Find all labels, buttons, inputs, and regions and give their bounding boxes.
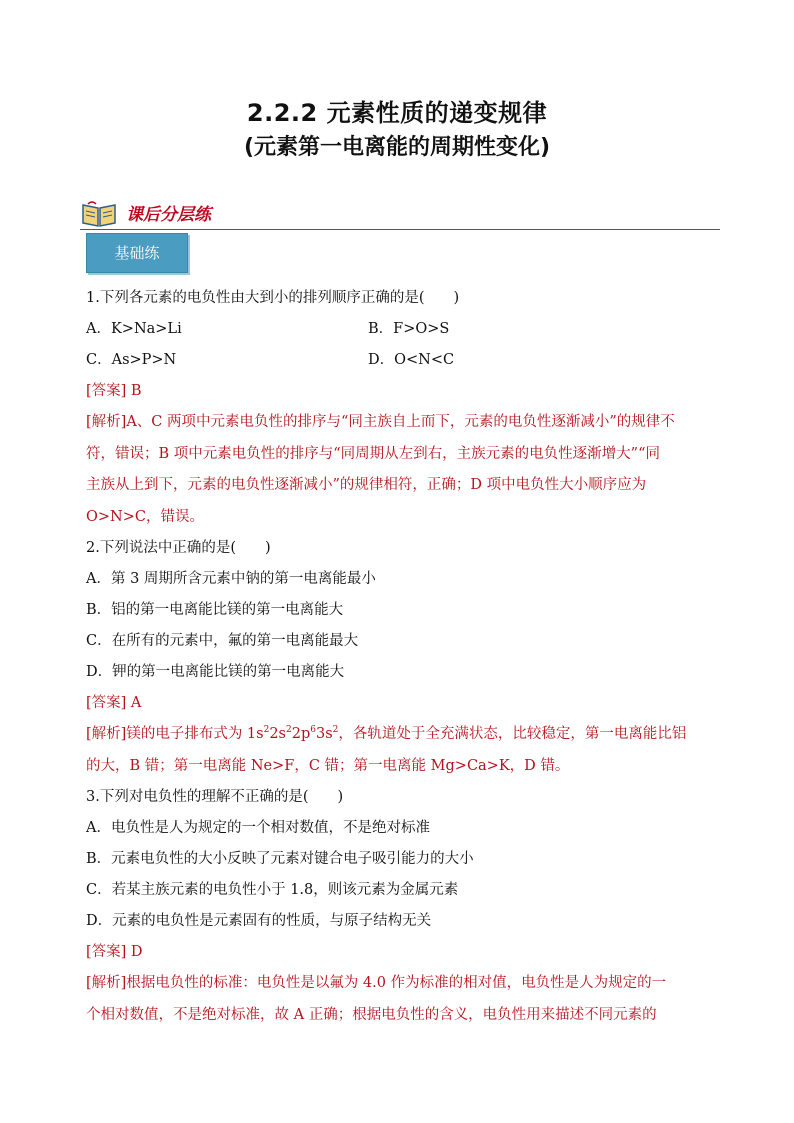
option-a: A．电负性是人为规定的一个相对数值，不是绝对标准	[86, 820, 430, 836]
analysis-line: [解析]A、C 两项中元素电负性的排序与“同主族自上而下，元素的电负性逐渐减小”的规律不	[86, 414, 675, 430]
analysis-line: [解析]根据电负性的标准：电负性是以氟为 4.0 作为标准的相对值，电负性是人为规定的一	[86, 975, 667, 991]
analysis-line: 符，错误；B 项中元素电负性的排序与“同周期从左到右，主族元素的电负性逐渐增大”“同	[86, 445, 660, 462]
page-title: 2.2.2 元素性质的递变规律	[246, 99, 548, 127]
option-b: B．F>O>S	[368, 321, 450, 337]
answer-line: [答案] D	[86, 944, 143, 960]
analysis-line: 主族从上到下，元素的电负性逐渐减小”的规律相符，正确；D 项中电负性大小顺序应为	[86, 477, 647, 493]
analysis-prefix: [解析]镁的电子排布式为 1s	[86, 726, 264, 742]
analysis-block	[86, 719, 726, 782]
option-d: D．O<N<C	[368, 352, 455, 368]
orbital: 2p	[291, 726, 311, 742]
superscript: 6	[310, 725, 316, 736]
option-d: D．钾的第一电离能比镁的第一电离能大	[86, 664, 345, 680]
superscript: 2	[286, 725, 292, 736]
analysis-line: O>N>C，错误。	[86, 508, 204, 525]
options-row	[86, 345, 726, 376]
superscript: 2	[332, 725, 339, 736]
analysis-block	[86, 407, 726, 533]
analysis-line: 的大，B 错；第一电离能 Ne>F，C 错；第一电离能 Mg>Ca>K，D 错。	[86, 757, 570, 774]
option-c: C．若某主族元素的电负性小于 1.8，则该元素为金属元素	[86, 882, 459, 898]
level-badge: 基础练	[86, 233, 188, 273]
answer-line: [答案] B	[86, 383, 142, 399]
answer-line: [答案] A	[86, 695, 142, 711]
option-b: B．铝的第一电离能比镁的第一电离能大	[86, 602, 344, 618]
analysis-block	[86, 968, 726, 1031]
section-label: 课后分层练	[126, 205, 211, 225]
page-subtitle: (元素第一电离能的周期性变化)	[243, 135, 551, 160]
option-c: C．在所有的元素中，氟的第一电离能最大	[86, 633, 359, 649]
orbital: 3s	[315, 726, 333, 742]
option-a: A．第 3 周期所含元素中钠的第一电离能最小	[86, 571, 376, 587]
header-divider	[80, 229, 720, 230]
options-row	[86, 314, 726, 345]
option-b: B．元素电负性的大小反映了元素对键合电子吸引能力的大小	[86, 851, 474, 867]
question-stem: 1.下列各元素的电负性由大到小的排列顺序正确的是( )	[86, 290, 460, 306]
option-a: A．K>Na>Li	[86, 321, 182, 337]
open-book-icon	[80, 200, 118, 228]
section-header	[80, 198, 720, 232]
option-d: D．元素的电负性是元素固有的性质，与原子结构无关	[86, 913, 432, 929]
analysis-line	[86, 719, 726, 751]
question-stem: 2.下列说法中正确的是( )	[86, 540, 271, 556]
analysis-suffix: ，各轨道处于全充满状态，比较稳定，第一电离能比铝	[338, 726, 687, 742]
orbital: 2s	[269, 726, 286, 742]
question-stem: 3.下列对电负性的理解不正确的是( )	[86, 789, 344, 805]
option-c: C．As>P>N	[86, 352, 177, 368]
superscript: 2	[263, 725, 270, 736]
question-list	[86, 283, 726, 1031]
analysis-line: 个相对数值，不是绝对标准，故 A 正确；根据电负性的含义，电负性用来描述不同元素的	[86, 1006, 657, 1023]
